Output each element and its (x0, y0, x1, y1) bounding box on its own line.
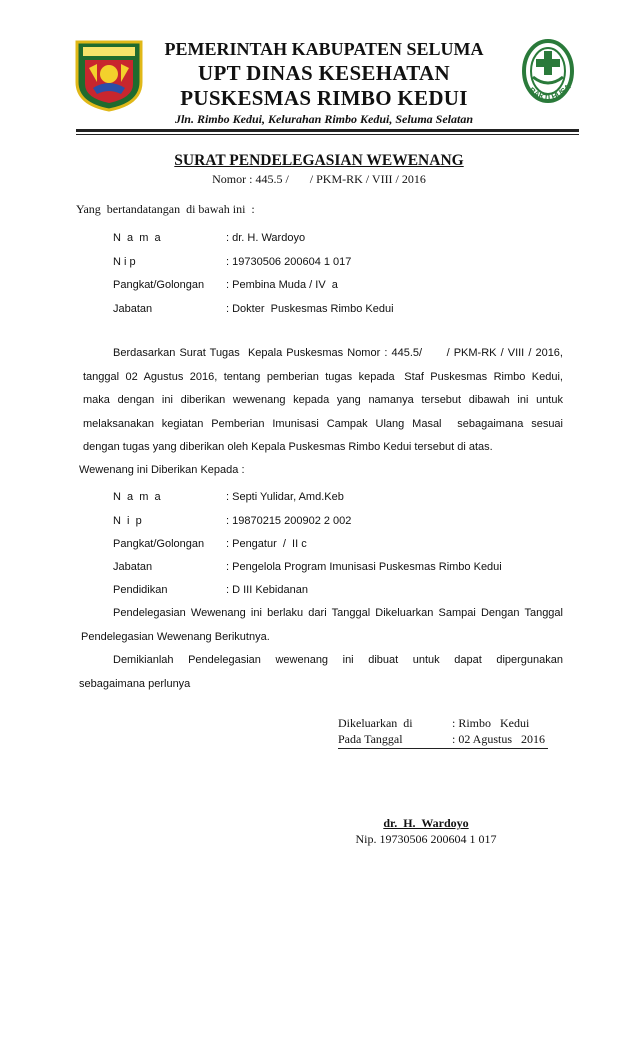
field-value: : Pembina Muda / IV a (226, 279, 338, 291)
closing-line-2: sebagaimana perlunya (79, 678, 191, 690)
field-value: : D III Kebidanan (226, 584, 308, 596)
body-line-4: melaksanakan kegiatan Pemberian Imunisasi Campak Ulang Masal sebagaimana sesuai (83, 418, 563, 430)
delegate-intro: Wewenang ini Diberikan Kepada : (79, 464, 245, 476)
body-line-5: dengan tugas yang diberikan oleh Kepala Puskesmas Rimbo Kedui tersebut di atas. (83, 441, 493, 453)
field-label: Pangkat/Golongan (113, 279, 205, 291)
header-puskesmas-line: PUSKESMAS RIMBO KEDUI (180, 86, 468, 110)
field-label: N a m a (113, 232, 161, 244)
document-title-text: SURAT PENDELEGASIAN WEWENANG (174, 152, 464, 169)
field-value: : Pengatur / II c (226, 538, 307, 550)
validity-line-2: Pendelegasian Wewenang Berikutnya. (81, 631, 270, 643)
body-line-2: tanggal 02 Agustus 2016, tentang pemberian tugas kepada Staf Puskesmas Rimbo Kedui, (83, 371, 563, 383)
issued-place-row (338, 716, 548, 732)
body-line-3: maka dengan ini diberikan wewenang kepada yang namanya tersebut dibawah ini untuk (83, 394, 563, 406)
signature-name: dr. H. Wardoyo (383, 816, 469, 830)
header-address: Jln. Rimbo Kedui, Kelurahan Rimbo Kedui, Seluma Selatan (174, 112, 474, 126)
signature-nip: Nip. 19730506 200604 1 017 (355, 832, 497, 846)
issued-place-label: Dikeluarkan di (338, 716, 413, 730)
issued-place-value: : Rimbo Kedui (452, 716, 530, 730)
field-value: : Septi Yulidar, Amd.Keb (226, 491, 344, 503)
field-label: N a m a (113, 491, 161, 503)
field-label: N i p (113, 256, 136, 268)
issued-date-label: Pada Tanggal (338, 732, 403, 746)
intro-text: Yang bertandatangan di bawah ini : (76, 202, 255, 216)
validity-line-1: Pendelegasian Wewenang ini berlaku dari Tanggal Dikeluarkan Sampai Dengan Tanggal (113, 607, 563, 619)
header-rule-thin (76, 134, 579, 135)
field-label: Jabatan (113, 303, 153, 315)
header-rule-thick (76, 129, 579, 132)
field-label: Pangkat/Golongan (113, 538, 205, 550)
bakti-husada-logo (513, 33, 583, 123)
field-value: : dr. H. Wardoyo (226, 232, 306, 244)
field-value: : 19730506 200604 1 017 (226, 256, 352, 268)
issued-date-row (338, 732, 548, 749)
field-value: : 19870215 200902 2 002 (226, 515, 352, 527)
field-label: N i p (113, 515, 142, 527)
field-value: : Dokter Puskesmas Rimbo Kedui (226, 303, 394, 315)
field-label: Pendidikan (113, 584, 168, 596)
header-government-line: PEMERINTAH KABUPATEN SELUMA (164, 39, 484, 59)
issued-date-value: : 02 Agustus 2016 (452, 732, 546, 746)
field-value: : Pengelola Program Imunisasi Puskesmas Rimbo Kedui (226, 561, 502, 573)
field-label: Jabatan (113, 561, 153, 573)
closing-line-1: Demikianlah Pendelegasian wewenang ini dibuat untuk dapat dipergunakan (113, 654, 563, 666)
body-line-1: Berdasarkan Surat Tugas Kepala Puskesmas Nomor : 445.5/ / PKM-RK / VIII / 2016, (113, 347, 563, 359)
header-department-line: UPT DINAS KESEHATAN (198, 61, 450, 85)
issued-block (338, 716, 548, 749)
document-number: Nomor : 445.5 / / PKM-RK / VIII / 2016 (212, 172, 426, 186)
bakti-husada-text: BAKTI HUSA (527, 82, 573, 103)
document-title (0, 152, 638, 170)
